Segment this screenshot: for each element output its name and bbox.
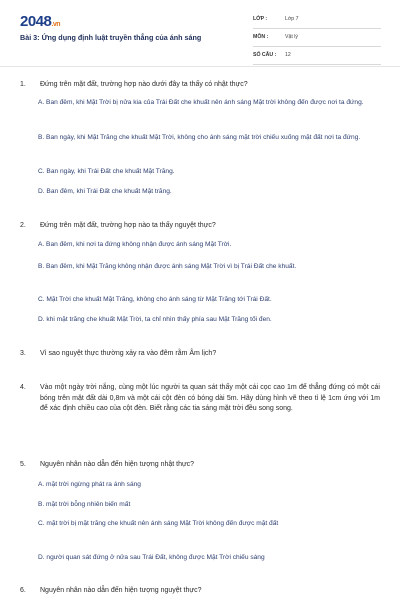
question-3-text: Vì sao nguyệt thực thường xảy ra vào đêm rằm Âm lịch? bbox=[40, 350, 217, 357]
worksheet-meta bbox=[253, 14, 381, 68]
question-5-stem bbox=[20, 460, 380, 471]
question-5-option-b[interactable]: B. mặt trời bỗng nhiên biến mất bbox=[38, 501, 131, 508]
question-2 bbox=[20, 221, 380, 232]
subject-label: MÔN : bbox=[253, 34, 269, 40]
question-4-text: Vào một ngày trời nắng, cùng một lúc người ta quan sát thấy một cái cọc cao 1m để thẳng đứng có một cái bóng trên mặt đất dài 0,8m và một cái cột đèn có bóng dài 5m. Hãy dùng hình vẽ theo tỉ lệ 1cm ứng với 1m để xác định chiều cao của cột đèn. Biết rằng các tia sáng mặt trời đều song song. bbox=[40, 384, 380, 412]
question-1-stem bbox=[20, 80, 380, 91]
question-1-text: Đứng trên mặt đất, trường hợp nào dưới đây ta thấy có nhật thực? bbox=[40, 81, 248, 88]
question-5-text: Nguyên nhân nào dẫn đến hiện tượng nhật thực? bbox=[40, 461, 195, 468]
class-value: Lớp 7 bbox=[285, 16, 299, 22]
question-2-option-b[interactable]: B. Ban đêm, khi Mặt Trăng không nhận được ánh sáng Mặt Trời vì bị Trái Đất che khuất. bbox=[38, 263, 297, 270]
site-logo[interactable] bbox=[20, 13, 60, 30]
question-count-label: SỐ CÂU : bbox=[253, 52, 277, 58]
question-2-option-c[interactable]: C. Mặt Trời che khuất Mặt Trăng, không cho ánh sáng từ Mặt Trăng tới Trái Đất. bbox=[38, 296, 272, 303]
worksheet-header bbox=[0, 0, 400, 66]
question-6 bbox=[20, 586, 380, 597]
question-3 bbox=[20, 349, 380, 360]
question-count-value: 12 bbox=[285, 52, 291, 58]
question-5-number: 5. bbox=[20, 461, 26, 468]
meta-class-row bbox=[253, 14, 381, 29]
class-label: LỚP : bbox=[253, 16, 268, 22]
question-1-option-d[interactable]: D. Ban đêm, khi Trái Đất che khuất Mặt trăng. bbox=[38, 188, 172, 195]
question-4-number: 4. bbox=[20, 384, 26, 391]
question-4-stem bbox=[20, 383, 380, 415]
lesson-title: Bài 3: Ứng dụng định luật truyền thẳng của ánh sáng bbox=[20, 33, 202, 42]
question-1-option-a[interactable]: A. Ban đêm, khi Mặt Trời bị nửa kia của Trái Đất che khuất nên ánh sáng Mặt trời không đến được nơi ta đứng. bbox=[38, 99, 364, 106]
question-1-number: 1. bbox=[20, 81, 26, 88]
question-6-stem bbox=[20, 586, 380, 597]
header-divider bbox=[0, 66, 400, 67]
question-2-number: 2. bbox=[20, 222, 26, 229]
question-2-stem bbox=[20, 221, 380, 232]
question-1-option-b[interactable]: B. Ban ngày, khi Mặt Trăng che khuất Mặt Trời, không cho ánh sáng mặt trời chiếu xuống mặt đất nơi ta đứng. bbox=[38, 134, 361, 141]
question-1-option-c[interactable]: C. Ban ngày, khi Trái Đất che khuất Mặt Trăng. bbox=[38, 168, 175, 175]
question-3-number: 3. bbox=[20, 350, 26, 357]
question-5-option-a[interactable]: A. mặt trời ngừng phát ra ánh sáng bbox=[38, 481, 141, 488]
meta-count-row bbox=[253, 50, 381, 65]
meta-subject-row bbox=[253, 32, 381, 47]
question-4 bbox=[20, 383, 380, 415]
question-5-option-c[interactable]: C. mặt trời bị mặt trăng che khuất nên ánh sáng Mặt Trời không đến được mặt đất bbox=[38, 520, 279, 527]
question-3-stem bbox=[20, 349, 380, 360]
question-6-text: Nguyên nhân nào dẫn đến hiện tượng nguyệt thực? bbox=[40, 587, 202, 594]
question-1 bbox=[20, 80, 380, 91]
subject-value: Vật lý bbox=[285, 34, 298, 40]
question-5-option-d[interactable]: D. người quan sát đứng ở nửa sau Trái Đất, không được Mặt Trời chiếu sáng bbox=[38, 554, 265, 561]
logo-main: 2048 bbox=[20, 13, 52, 30]
question-2-option-d[interactable]: D. khi mặt trăng che khuất Mặt Trời, ta chỉ nhìn thấy phía sau Mặt Trăng tối đen. bbox=[38, 316, 272, 323]
logo-suffix: .vn bbox=[51, 21, 60, 28]
question-6-number: 6. bbox=[20, 587, 26, 594]
question-5 bbox=[20, 460, 380, 471]
question-2-option-a[interactable]: A. Ban đêm, khi nơi ta đứng không nhận được ánh sáng Mặt Trời. bbox=[38, 241, 232, 248]
question-2-text: Đứng trên mặt đất, trường hợp nào ta thấy nguyệt thực? bbox=[40, 222, 216, 229]
